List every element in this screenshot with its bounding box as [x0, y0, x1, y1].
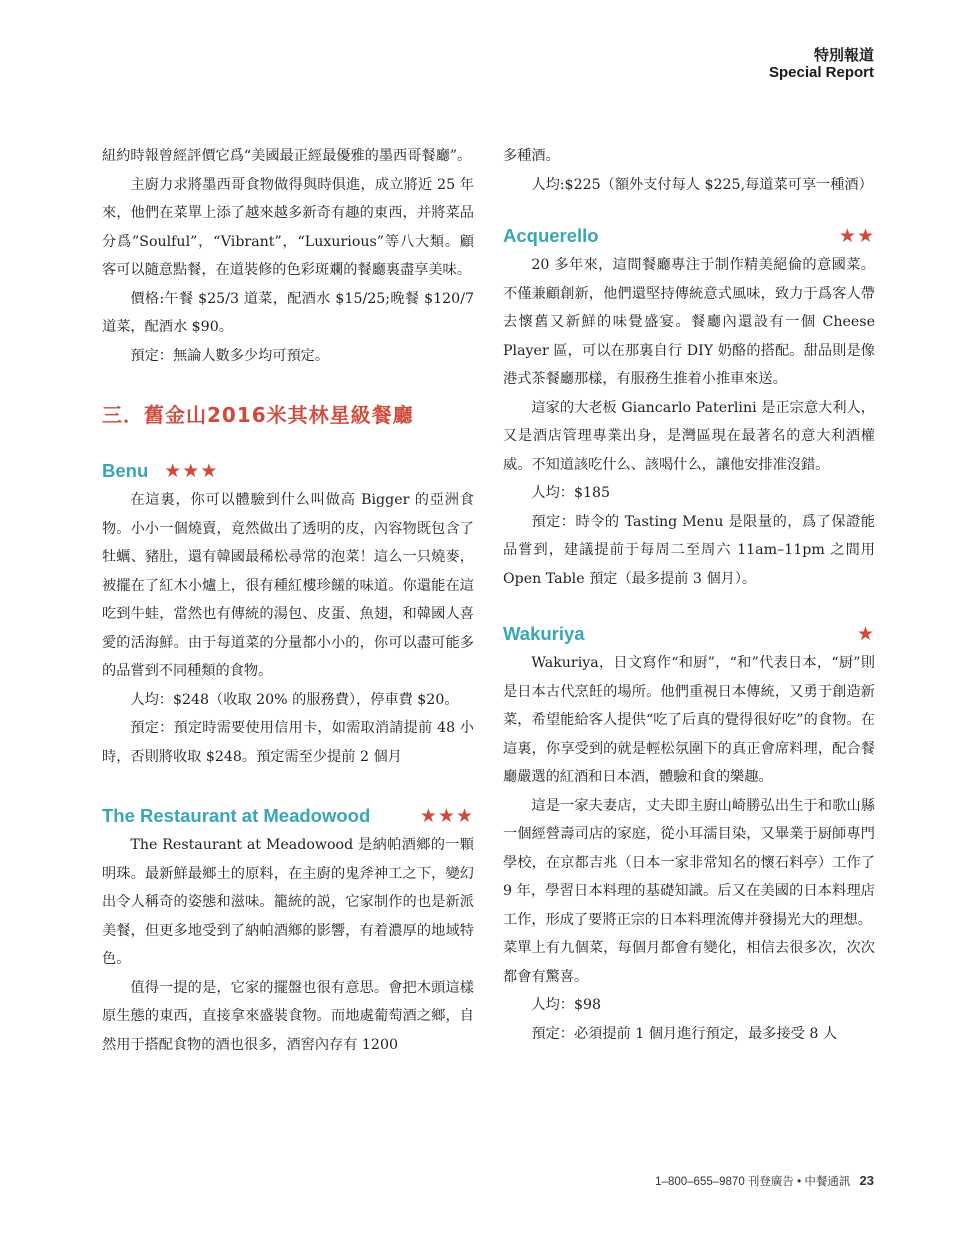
paragraph: 多種酒。	[503, 148, 560, 164]
section-heading: 三．舊金山2016米其林星級餐廳	[102, 403, 414, 427]
paragraph: 在這裏，你可以體驗到什么叫做高 Bigger 的亞洲食物。小小一個燒賣，竟然做出了透明的皮，內容物既包含了牡蠣、豬肚，還有韓國最稀松尋常的泡菜！這么一只燒麥，被擺在了紅木小爐上，很有種紅樓珍饈的味道。你還能在這吃到牛蛙，當然也有傳統的湯包、皮蛋、魚翅，和韓國人喜愛的活海鮮。由于每道菜的分量都小小的，你可以盡可能多的品嘗到不同種類的食物。	[102, 492, 474, 679]
paragraph: 預定：必須提前 1 個月進行預定，最多接受 8 人	[531, 1025, 838, 1042]
restaurant-heading-benu	[102, 460, 474, 482]
restaurant-name: The Restaurant at Meadowood	[102, 805, 371, 826]
paragraph: The Restaurant at Meadowood 是納帕酒鄉的一顆明珠。最新鮮最鄉土的原料，在主廚的鬼斧神工之下，變幻出令人稱奇的姿態和滋味。籠統的説，它家制作的也是新派美餐，但更多地受到了納帕酒鄉的影響，有着濃厚的地域特色。	[102, 837, 474, 967]
paragraph: 預定：無論人數多少均可預定。	[130, 347, 330, 364]
paragraph: 主廚力求將墨西哥食物做得與時俱進，成立將近 25 年來，他們在菜單上添了越來越多新奇有趣的東西，并將菜品分爲”Soulful”，“Vibrant”，“Luxurious”等八大類。顧客可以隨意點餐，在道裝修的色彩斑斕的餐廳裏盡享美味。	[102, 176, 474, 278]
paragraph: 紐約時報曾經評價它爲“美國最正經最優雅的墨西哥餐廳”。	[102, 148, 472, 164]
restaurant-name: Acquerello	[503, 225, 599, 246]
star-rating: ★	[856, 623, 875, 645]
star-rating: ★★★	[164, 460, 219, 482]
paragraph: 人均：$98	[531, 997, 602, 1013]
paragraph: 人均：$185	[531, 485, 611, 501]
paragraph: 這是一家夫妻店，丈夫即主廚山崎勝弘出生于和歌山縣一個經營壽司店的家庭，從小耳濡目染，又畢業于厨師專門學校，在京都吉兆（日本一家非常知名的懷石料亭）工作了 9 年，學習日本料理的基礎知識。后又在美國的日本料理店工作，形成了要將正宗的日本料理流傳并發揚光大的理想。	[503, 797, 875, 928]
footer-text: 1–800–655–9870 刊登廣告 • 中餐通訊	[655, 1176, 851, 1188]
star-rating: ★★	[838, 225, 875, 247]
header-title-en: Special Report	[768, 64, 874, 81]
paragraph: 20 多年來，這間餐廳專注于制作精美絕倫的意國菜。不僅兼顧創新，他們還堅持傳統意式風味，致力于爲客人帶去懷舊又新鮮的味覺盛宴。餐廳內還設有一個 Cheese Player 區，可以在那裏自行 DIY 奶酪的搭配。甜品則是像港式茶餐廳那樣，有服務生推着小推車來送。	[503, 257, 875, 387]
paragraph: 菜單上有九個菜，每個月都會有變化，相信去很多次，次次都會有驚喜。	[503, 940, 875, 985]
left-column	[102, 142, 474, 1059]
restaurant-heading-acquerello	[503, 225, 875, 247]
paragraph: 預定：時令的 Tasting Menu 是限量的，爲了保證能品嘗到，建議提前于每周二至周六 11am–11pm 之間用 Open Table 預定（最多提前 3 個月）。	[503, 513, 875, 587]
restaurant-name: Benu	[102, 460, 149, 481]
restaurant-heading-meadowood	[102, 805, 474, 827]
restaurant-heading-wakuriya	[503, 623, 875, 645]
star-rating: ★★★	[419, 805, 474, 827]
restaurant-name: Wakuriya	[503, 623, 585, 644]
right-column	[503, 142, 875, 1048]
header-title-zh: 特別報道	[813, 46, 874, 64]
page-header	[769, 46, 874, 82]
paragraph: 價格:午餐 $25/3 道菜，配酒水 $15/25;晚餐 $120/7 道菜，配酒水 $90。	[102, 290, 474, 335]
page-footer	[655, 1173, 874, 1189]
paragraph: 值得一提的是，它家的擺盤也很有意思。會把木頭這樣原生態的東西，直接拿來盛裝食物。而地處葡萄酒之鄉，自然用于搭配食物的酒也很多，酒窖內存有 1200	[102, 979, 474, 1053]
paragraph: 人均:$225（額外支付每人 $225,每道菜可享一種酒）	[531, 176, 873, 193]
paragraph: 人均：$248（收取 20% 的服務費），停車費 $20。	[130, 691, 459, 708]
paragraph: 預定：預定時需要使用信用卡，如需取消請提前 48 小時，否則將收取 $248。預定需至少提前 2 個月	[102, 720, 474, 765]
paragraph: 這家的大老板 Giancarlo Paterlini 是正宗意大利人，又是酒店管理專業出身，是灣區現在最著名的意大利酒權威。不知道該吃什么、該喝什么，讓他安排准沒錯。	[503, 399, 875, 473]
paragraph: Wakuriya，日文寫作“和厨”，“和”代表日本，“厨”則是日本古代烹飪的場所。他們重視日本傳統，又勇于創造新菜，希望能給客人提供“吃了后真的覺得很好吃”的食物。在這裏，你享受到的就是輕松氛圍下的真正會席料理，配合餐廳嚴選的紅酒和日本酒，體驗和食的樂趣。	[503, 655, 875, 785]
page-number: 23	[859, 1173, 874, 1188]
